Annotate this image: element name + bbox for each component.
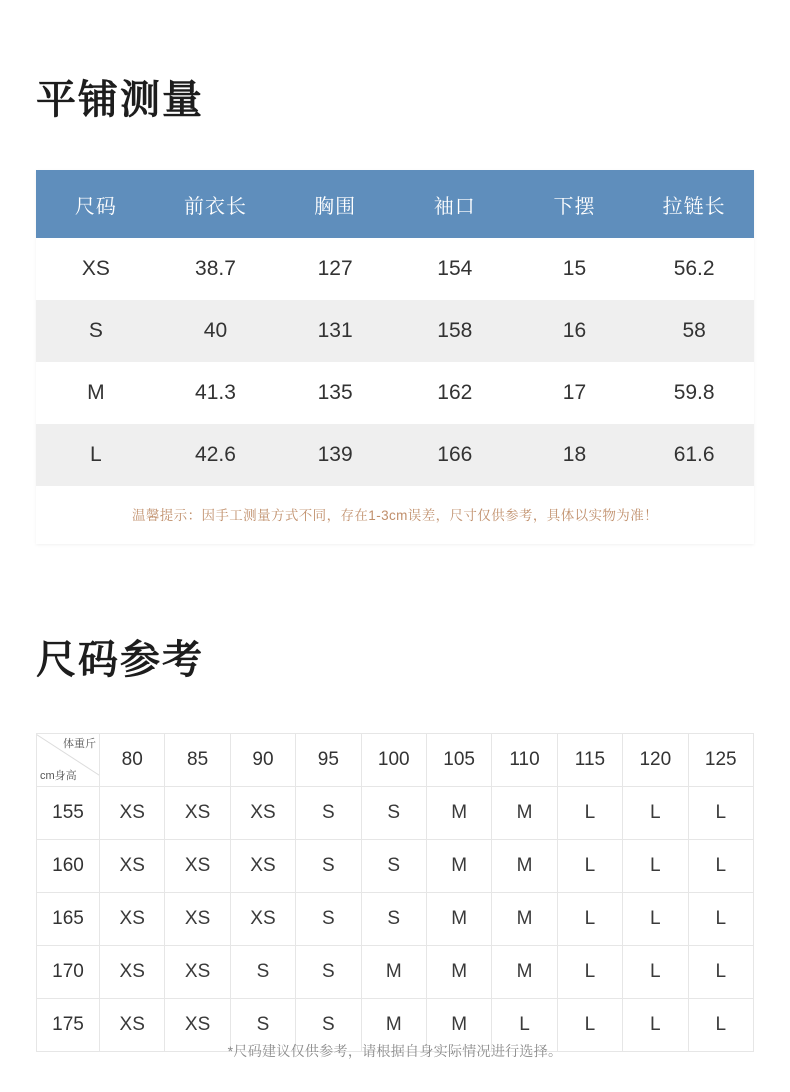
table-row: [36, 424, 754, 486]
weight-axis-label: 体重斤: [63, 738, 96, 750]
size-cell: L: [492, 999, 557, 1052]
cell-cuff: 158: [395, 300, 515, 362]
height-label-155: 155: [37, 787, 100, 840]
height-label-165: 165: [37, 893, 100, 946]
cell-front-length: 40: [156, 300, 276, 362]
cell-bust: 131: [275, 300, 395, 362]
size-cell: L: [557, 893, 622, 946]
cell-cuff: 154: [395, 238, 515, 300]
cell-hem: 17: [515, 362, 635, 424]
column-header-hem: 下摆: [515, 170, 635, 238]
cell-size: S: [36, 300, 156, 362]
size-cell: M: [426, 840, 491, 893]
size-cell: XS: [100, 946, 165, 999]
size-reference-card: [36, 733, 754, 1059]
weight-header-100: 100: [361, 734, 426, 787]
sizeref-row: [37, 893, 754, 946]
size-cell: XS: [165, 840, 230, 893]
size-cell: XS: [230, 840, 295, 893]
sizeref-header-row: [37, 734, 754, 787]
column-header-size: 尺码: [36, 170, 156, 238]
cell-zipper-length: 56.2: [634, 238, 754, 300]
page-title-size-reference: 尺码参考: [36, 638, 204, 682]
size-cell: S: [296, 946, 361, 999]
size-cell: XS: [165, 893, 230, 946]
column-header-zipper-length: 拉链长: [634, 170, 754, 238]
column-header-cuff: 袖口: [395, 170, 515, 238]
cell-bust: 139: [275, 424, 395, 486]
size-cell: XS: [100, 787, 165, 840]
size-cell: M: [426, 999, 491, 1052]
height-axis-label: cm身高: [40, 770, 77, 782]
cell-cuff: 166: [395, 424, 515, 486]
sizeref-row: [37, 840, 754, 893]
weight-header-125: 125: [688, 734, 753, 787]
size-cell: L: [557, 999, 622, 1052]
table-row: [36, 362, 754, 424]
size-reference-note: *尺码建议仅供参考，请根据自身实际情况进行选择。: [227, 1043, 563, 1059]
flat-measure-table-card: [36, 170, 754, 544]
size-cell: L: [623, 893, 688, 946]
sizeref-row: [37, 946, 754, 999]
cell-cuff: 162: [395, 362, 515, 424]
size-cell: L: [688, 893, 753, 946]
size-cell: M: [426, 787, 491, 840]
size-cell: S: [296, 893, 361, 946]
size-cell: M: [361, 946, 426, 999]
table-row: [36, 300, 754, 362]
size-cell: S: [296, 840, 361, 893]
cell-size: L: [36, 424, 156, 486]
column-header-front-length: 前衣长: [156, 170, 276, 238]
cell-zipper-length: 61.6: [634, 424, 754, 486]
size-reference-table: [36, 733, 754, 1052]
size-cell: L: [623, 787, 688, 840]
cell-zipper-length: 59.8: [634, 362, 754, 424]
size-cell: L: [623, 999, 688, 1052]
size-cell: XS: [165, 946, 230, 999]
weight-header-95: 95: [296, 734, 361, 787]
height-label-175: 175: [37, 999, 100, 1052]
size-cell: L: [623, 946, 688, 999]
size-cell: M: [492, 893, 557, 946]
size-cell: L: [623, 840, 688, 893]
size-cell: S: [361, 840, 426, 893]
size-cell: XS: [100, 840, 165, 893]
column-header-bust: 胸围: [275, 170, 395, 238]
size-cell: S: [296, 999, 361, 1052]
weight-header-115: 115: [557, 734, 622, 787]
cell-bust: 135: [275, 362, 395, 424]
size-cell: XS: [230, 787, 295, 840]
size-cell: M: [492, 840, 557, 893]
cell-front-length: 41.3: [156, 362, 276, 424]
height-label-170: 170: [37, 946, 100, 999]
size-cell: XS: [165, 999, 230, 1052]
size-cell: M: [361, 999, 426, 1052]
cell-hem: 15: [515, 238, 635, 300]
axis-corner-cell: [37, 734, 100, 787]
size-cell: XS: [100, 893, 165, 946]
weight-header-110: 110: [492, 734, 557, 787]
flat-measure-table: [36, 170, 754, 486]
measurement-note: 温馨提示：因手工测量方式不同，存在1-3cm误差，尺寸仅供参考，具体以实物为准！: [36, 486, 754, 544]
weight-header-80: 80: [100, 734, 165, 787]
table-header-row: [36, 170, 754, 238]
weight-header-120: 120: [623, 734, 688, 787]
size-cell: M: [492, 787, 557, 840]
page-title-flat-measure: 平铺测量: [36, 78, 204, 122]
weight-header-90: 90: [230, 734, 295, 787]
size-cell: L: [557, 946, 622, 999]
cell-front-length: 42.6: [156, 424, 276, 486]
cell-bust: 127: [275, 238, 395, 300]
size-cell: S: [361, 893, 426, 946]
cell-front-length: 38.7: [156, 238, 276, 300]
size-cell: L: [688, 840, 753, 893]
cell-hem: 18: [515, 424, 635, 486]
size-cell: M: [492, 946, 557, 999]
size-cell: L: [557, 787, 622, 840]
size-cell: S: [296, 787, 361, 840]
size-cell: S: [230, 999, 295, 1052]
weight-header-85: 85: [165, 734, 230, 787]
size-cell: L: [688, 946, 753, 999]
size-cell: L: [688, 787, 753, 840]
size-cell: M: [426, 946, 491, 999]
size-cell: XS: [230, 893, 295, 946]
size-cell: XS: [100, 999, 165, 1052]
height-label-160: 160: [37, 840, 100, 893]
cell-hem: 16: [515, 300, 635, 362]
weight-header-105: 105: [426, 734, 491, 787]
size-cell: L: [557, 840, 622, 893]
cell-size: M: [36, 362, 156, 424]
size-cell: L: [688, 999, 753, 1052]
sizeref-row: [37, 787, 754, 840]
table-row: [36, 238, 754, 300]
cell-zipper-length: 58: [634, 300, 754, 362]
size-cell: S: [361, 787, 426, 840]
size-cell: XS: [165, 787, 230, 840]
cell-size: XS: [36, 238, 156, 300]
size-cell: S: [230, 946, 295, 999]
size-cell: M: [426, 893, 491, 946]
